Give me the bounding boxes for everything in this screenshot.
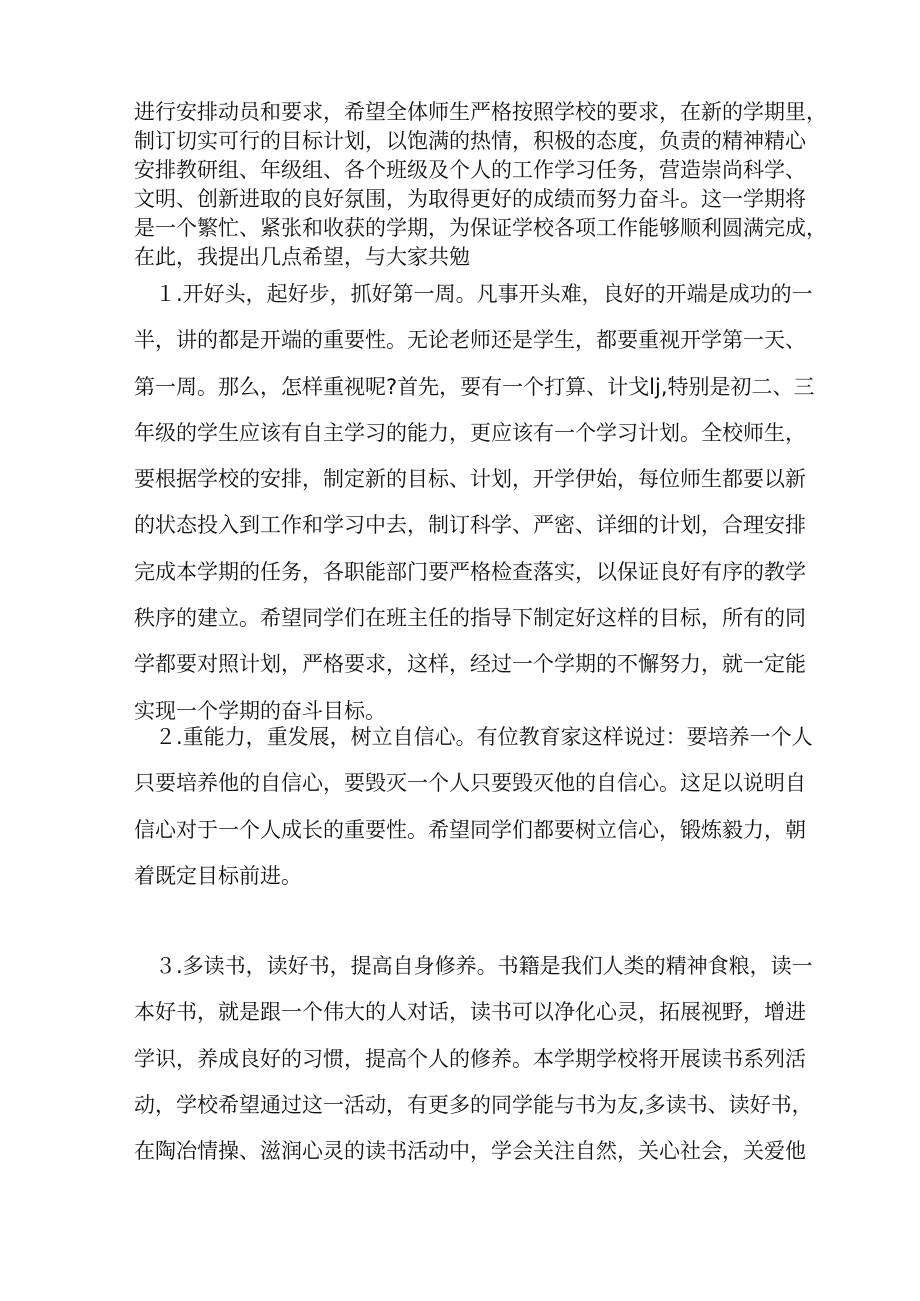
text-line: 动，学校希望通过这一活动，有更多的同学能与书为友,多读书、读好书， [134, 1092, 813, 1117]
paragraph-2 [134, 714, 814, 899]
text-line: 本好书，就是跟一个伟大的人对话，读书可以净化心灵，拓展视野，增进 [134, 1000, 806, 1025]
text-line: 要根据学校的安排，制定新的目标、计划，开学伊始，每位师生都要以新 [134, 467, 806, 492]
text-line: ３.多读书，读好书，提高自身修养。书籍是我们人类的精神食粮，读一 [134, 954, 813, 978]
intro-paragraph [134, 98, 827, 272]
text-line: 进行安排动员和要求，希望全体师生严格按照学校的要求，在新的学期里， [134, 100, 827, 124]
text-line: 完成本学期的任务，各职能部门要严格检查落实，以保证良好有序的教学 [134, 559, 806, 584]
text-line: 学识，养成良好的习惯，提高个人的修养。本学期学校将开展读书系列活 [134, 1046, 806, 1071]
text-line: 秩序的建立。希望同学们在班主任的指导下制定好这样的目标，所有的同 [134, 606, 806, 631]
text-line: 在此，我提出几点希望，与大家共勉 [134, 245, 470, 269]
text-line: 实现一个学期的奋斗目标。 [134, 698, 386, 723]
text-line: 半，讲的都是开端的重要性。无论老师还是学生，都要重视开学第一天、 [134, 328, 806, 353]
text-line: 学都要对照计划，严格要求，这样，经过一个学期的不懈努力，就一定能 [134, 652, 806, 677]
text-line: 制订切实可行的目标计划，以饱满的热情，积极的态度，负责的精神精心 [134, 129, 806, 153]
text-line: 信心对于一个人成长的重要性。希望同学们都要树立信心，锻炼毅力，朝 [134, 817, 806, 842]
text-line: 只要培养他的自信心，要毁灭一个人只要毁灭他的自信心。这足以说明自 [134, 771, 806, 796]
text-line: 着既定目标前进。 [134, 863, 302, 888]
text-line: 年级的学生应该有自主学习的能力，更应该有一个学习计划。全校师生， [134, 420, 806, 445]
paragraph-3 [134, 943, 814, 1174]
text-line: 文明、创新进取的良好氛围，为取得更好的成绩而努力奋斗。这一学期将 [134, 187, 806, 211]
text-line: 安排教研组、年级组、各个班级及个人的工作学习任务，营造崇尚科学、 [134, 158, 806, 182]
text-line: 在陶冶情操、滋润心灵的读书活动中，学会关注自然，关心社会，关爱他 [134, 1139, 806, 1164]
text-line: ２.重能力，重发展，树立自信心。有位教育家这样说过：要培养一个人 [134, 725, 813, 749]
text-line: 第一周。那么，怎样重视呢?首先，要有一个打算、计戈lj,特别是初二、三 [134, 374, 815, 399]
text-line: 是一个繁忙、紧张和收获的学期，为保证学校各项工作能够顺利圆满完成， [134, 216, 827, 240]
paragraph-1 [134, 271, 814, 734]
text-line: 的状态投入到工作和学习中去，制订科学、严密、详细的计划，合理安排 [134, 513, 806, 538]
text-line: １.开好头，起好步，抓好第一周。凡事开头难，良好的开端是成功的一 [134, 282, 813, 306]
